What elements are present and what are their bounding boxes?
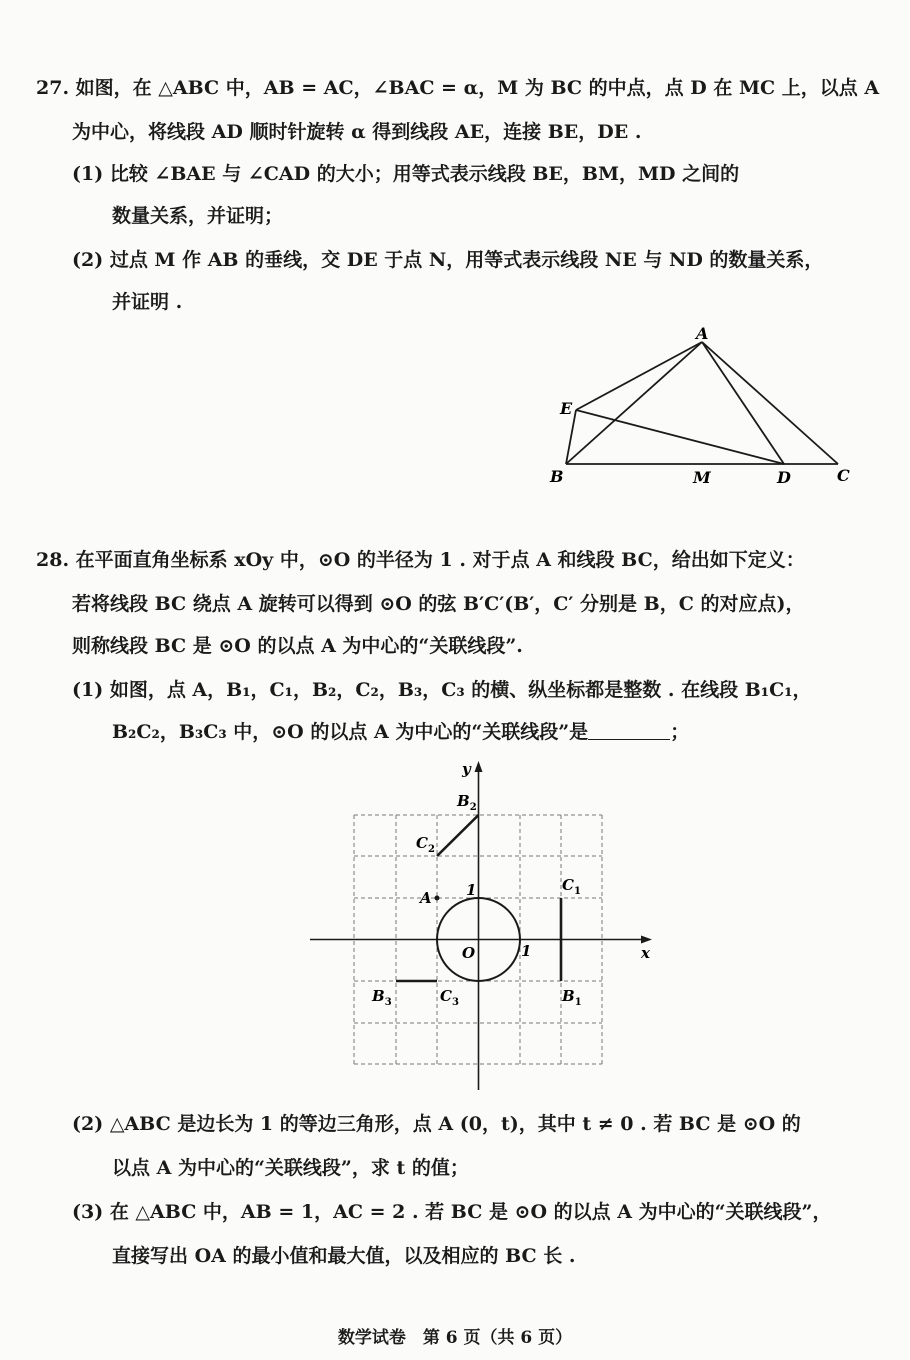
label-D: D <box>777 468 791 487</box>
segment-AC <box>702 342 838 464</box>
q27-line1: 27. 如图，在 △ABC 中，AB = AC，∠BAC = α，M 为 BC 的中点，点 D 在 MC 上，以点 A <box>36 77 880 99</box>
q27-part1-line1: (1) 比较 ∠BAE 与 ∠CAD 的大小；用等式表示线段 BE，BM，MD 之间的 <box>72 163 740 185</box>
segment-B2C2 <box>437 815 479 856</box>
q28-part1-line2-end: ； <box>670 721 690 743</box>
point-A-dot <box>435 896 440 901</box>
label-M: M <box>693 468 711 487</box>
label-origin: O <box>462 944 476 962</box>
q27-part2-line2: 并证明 . <box>112 291 183 313</box>
q28-part1-line2-text: B₂C₂，B₃C₃ 中，⊙O 的以点 A 为中心的“关联线段”是 <box>112 721 589 743</box>
q28-part3-line1: (3) 在 △ABC 中，AB = 1，AC = 2 . 若 BC 是 ⊙O 的以点 A 为中心的“关联线段”， <box>72 1201 832 1223</box>
q28-part1-line1: (1) 如图，点 A，B₁，C₁，B₂，C₂，B₃，C₃ 的横、纵坐标都是整数 . 在线段 B₁C₁， <box>72 679 812 701</box>
page-footer: 数学试卷 第 6 页（共 6 页） <box>337 1328 573 1348</box>
label-y: y <box>462 760 471 778</box>
label-B1: $B_1$ <box>562 987 582 1008</box>
q28-line2: 若将线段 BC 绕点 A 旋转可以得到 ⊙O 的弦 B′C′(B′，C′ 分别是 B，C 的对应点)， <box>72 593 805 615</box>
label-C1: $C_1$ <box>562 876 581 897</box>
q27-line2: 为中心，将线段 AD 顺时针旋转 α 得到线段 AE，连接 BE，DE . <box>72 121 642 143</box>
label-C: C <box>837 466 850 485</box>
q28-part2-line1: (2) △ABC 是边长为 1 的等边三角形，点 A (0，t)，其中 t ≠ 0 . 若 BC 是 ⊙O 的 <box>72 1113 801 1135</box>
label-x-one: 1 <box>521 942 532 960</box>
label-B3: $B_3$ <box>372 987 392 1008</box>
q27-triangle-figure <box>540 324 860 493</box>
label-y-one: 1 <box>466 881 477 899</box>
segment-AE <box>576 342 702 410</box>
answer-blank[interactable] <box>588 721 670 740</box>
label-B: B <box>550 467 564 486</box>
q28-part2-line2: 以点 A 为中心的“关联线段”，求 t 的值； <box>112 1157 469 1179</box>
q28-line3: 则称线段 BC 是 ⊙O 的以点 A 为中心的“关联线段”. <box>72 635 523 657</box>
label-x: x <box>641 944 650 962</box>
label-C2: $C_2$ <box>416 834 435 855</box>
q27-part2-line1: (2) 过点 M 作 AB 的垂线，交 DE 于点 N，用等式表示线段 NE 与 ND 的数量关系， <box>72 249 824 271</box>
q27-part1-line2: 数量关系，并证明； <box>112 205 284 227</box>
q28-line1: 28. 在平面直角坐标系 xOy 中，⊙O 的半径为 1 . 对于点 A 和线段 BC，给出如下定义： <box>36 549 805 571</box>
label-B2: $B_2$ <box>457 792 477 813</box>
x-axis-arrow-icon <box>641 936 652 944</box>
label-E: E <box>560 399 573 418</box>
q28-part3-line2: 直接写出 OA 的最小值和最大值，以及相应的 BC 长 . <box>112 1245 576 1267</box>
label-C3: $C_3$ <box>440 987 459 1008</box>
y-axis-arrow-icon <box>475 761 483 772</box>
label-A: A <box>420 889 432 907</box>
q28-part1-line2 <box>112 720 689 744</box>
segment-AB <box>566 342 702 464</box>
label-A: A <box>696 324 709 343</box>
q28-coordinate-figure <box>300 758 660 1098</box>
